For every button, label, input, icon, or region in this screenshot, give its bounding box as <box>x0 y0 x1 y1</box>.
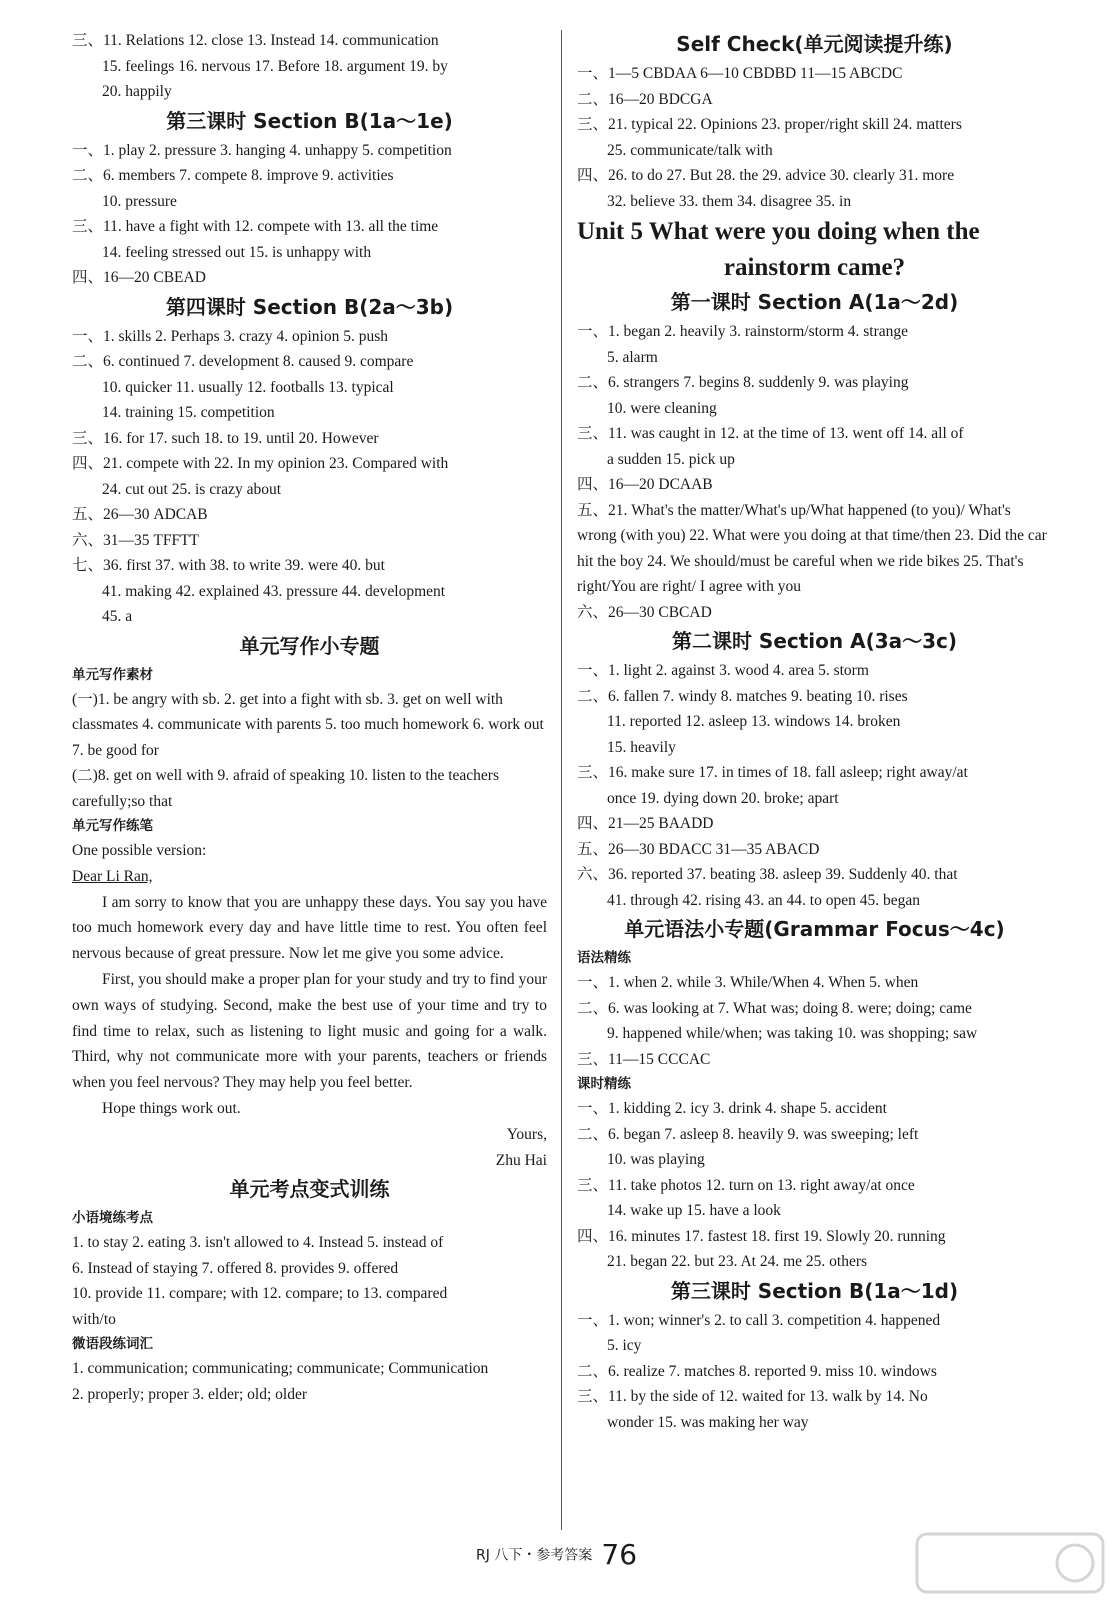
page-number: 76 <box>601 1538 638 1571</box>
unit-title: rainstorm came? <box>723 254 906 281</box>
answer-line: 一、1. light 2. against 3. wood 4. area 5. storm <box>577 662 869 679</box>
answer-line: 五、26—30 ADCAB <box>72 506 208 523</box>
letter-paragraph: Hope things work out. <box>102 1099 241 1117</box>
letter-salutation: Dear Li Ran, <box>72 867 153 885</box>
answer-line: 四、21—25 BAADD <box>577 815 714 832</box>
answer-line: 四、26. to do 27. But 28. the 29. advice 30. clearly 31. more <box>577 167 955 184</box>
answer-line: 10. was playing <box>607 1151 705 1168</box>
letter-line <box>72 864 547 890</box>
subheading: 语法精练 <box>577 950 631 966</box>
column-divider <box>561 30 562 1530</box>
section-heading: 第一课时 Section A(1a～2d) <box>670 290 959 314</box>
answer-line: 六、36. reported 37. beating 38. asleep 39. Suddenly 40. that <box>577 866 958 883</box>
answer-line: 五、26—30 BDACC 31—35 ABACD <box>577 840 820 858</box>
section-heading: Self Check(单元阅读提升练) <box>676 32 953 56</box>
answer-line: 二、6. began 7. asleep 8. heavily 9. was sweeping; left <box>577 1125 919 1143</box>
answer-line: 三、16. make sure 17. in times of 18. fall asleep; right away/at <box>577 764 968 781</box>
answer-line: 32. believe 33. them 34. disagree 35. in <box>607 192 852 210</box>
answer-line: 14. feeling stressed out 15. is unhappy with <box>102 243 372 261</box>
answer-line: 10. pressure <box>102 192 177 210</box>
answer-line: 三、11. Relations 12. close 13. Instead 14. communication <box>72 32 439 49</box>
answer-line: 七、36. first 37. with 38. to write 39. were 40. but <box>72 557 385 574</box>
section-heading: 单元考点变式训练 <box>229 1177 390 1202</box>
answer-line: 一、1. skills 2. Perhaps 3. crazy 4. opinion 5. push <box>72 327 389 345</box>
footer-label: RJ 八下・参考答案 <box>475 1547 593 1564</box>
answer-line: 二、16—20 BDCGA <box>577 90 713 108</box>
answer-line: wonder 15. was making her way <box>607 1413 809 1431</box>
subheading: 单元写作练笔 <box>72 818 153 834</box>
answer-line: 20. happily <box>102 83 172 100</box>
subheading: 小语境练考点 <box>72 1210 153 1227</box>
answer-line: 5. alarm <box>607 348 658 366</box>
subheading: 单元写作素材 <box>72 666 153 683</box>
answer-line: 一、1. won; winner's 2. to call 3. competition 4. happened <box>577 1311 941 1329</box>
answer-line: 15. heavily <box>607 738 676 756</box>
letter-line: One possible version: <box>72 842 207 859</box>
answer-line: 6. Instead of staying 7. offered 8. provides 9. offered <box>72 1259 399 1277</box>
answer-line: 三、11. have a fight with 12. compete with 13. all the time <box>72 218 439 235</box>
answer-line: (二)8. get on well with 9. afraid of speaking 10. listen to the teachers carefully;so that <box>72 767 499 810</box>
subheading: 课时精练 <box>577 1076 631 1092</box>
letter-paragraph: I am sorry to know that you are unhappy these days. You say you have too much homework every day and have little time to rest. You often feel nervous because of great pressure. Now let me give you some advice. <box>72 893 547 963</box>
answer-line: 14. training 15. competition <box>102 404 275 421</box>
answer-line: 41. making 42. explained 43. pressure 44. development <box>102 582 446 600</box>
answer-line: 四、16. minutes 17. fastest 18. first 19. Slowly 20. running <box>577 1227 946 1245</box>
answer-line: 二、6. strangers 7. begins 8. suddenly 9. was playing <box>577 374 909 391</box>
section-heading: 第二课时 Section A(3a～3c) <box>671 629 958 653</box>
answer-line: 1. to stay 2. eating 3. isn't allowed to 4. Instead 5. instead of <box>72 1234 444 1252</box>
watermark-logo <box>915 1532 1105 1594</box>
answer-line: a sudden 15. pick up <box>607 450 735 468</box>
answer-line: 一、1. began 2. heavily 3. rainstorm/storm 4. strange <box>577 323 909 340</box>
answer-line: 41. through 42. rising 43. an 44. to open 45. began <box>607 891 920 909</box>
answer-line: 一、1. kidding 2. icy 3. drink 4. shape 5. accident <box>577 1100 887 1117</box>
answer-line: 15. feelings 16. nervous 17. Before 18. argument 19. by <box>102 57 448 75</box>
answer-line: 三、11. was caught in 12. at the time of 13. went off 14. all of <box>577 425 964 442</box>
answer-line: 二、6. was looking at 7. What was; doing 8. were; doing; came <box>577 999 972 1017</box>
answer-line: 三、11—15 CCCAC <box>577 1050 711 1068</box>
answer-line: 14. wake up 15. have a look <box>607 1202 781 1219</box>
answer-line: 六、26—30 CBCAD <box>577 603 712 621</box>
answer-line: 二、6. members 7. compete 8. improve 9. activities <box>72 167 394 184</box>
letter-signoff: Zhu Hai <box>495 1151 547 1169</box>
answer-line: 四、21. compete with 22. In my opinion 23. Compared with <box>72 455 449 472</box>
answer-line: 45. a <box>102 608 133 625</box>
answer-line: 一、1. when 2. while 3. While/When 4. When 5. when <box>577 974 919 991</box>
section-heading: 单元写作小专题 <box>239 633 380 658</box>
answer-line: 25. communicate/talk with <box>607 141 773 159</box>
left-column <box>72 28 547 1407</box>
answer-line: 10. quicker 11. usually 12. footballs 13. typical <box>102 378 394 396</box>
answer-line: 5. icy <box>607 1337 642 1354</box>
answer-line: 2. properly; proper 3. elder; old; older <box>72 1385 308 1403</box>
section-heading: 第三课时 Section B(1a～1d) <box>670 1278 959 1303</box>
subheading: 微语段练词汇 <box>72 1336 153 1353</box>
answer-line: 二、6. fallen 7. windy 8. matches 9. beating 10. rises <box>577 687 908 705</box>
answer-line: 三、16. for 17. such 18. to 19. until 20. However <box>72 429 379 447</box>
letter-paragraph: First, you should make a proper plan for your study and try to find your own ways of studying. Second, make the best use of your time and try to find time to relax, such as listening to light music and going for a walk. Third, why not communicate more with your parents, teachers or friends when you feel nervous? They may help you feel better. <box>72 970 547 1092</box>
answer-line: 三、21. typical 22. Opinions 23. proper/right skill 24. matters <box>577 116 962 133</box>
section-heading: 第三课时 Section B(1a～1e) <box>166 108 453 133</box>
right-column <box>577 28 1052 1435</box>
answer-line: 四、16—20 CBEAD <box>72 269 206 286</box>
answer-line: 10. were cleaning <box>607 399 717 417</box>
answer-line: 三、11. take photos 12. turn on 13. right away/at once <box>577 1176 915 1194</box>
section-heading: 第四课时 Section B(2a～3b) <box>165 294 454 319</box>
answer-line: 二、6. continued 7. development 8. caused 9. compare <box>72 353 414 370</box>
answer-line: with/to <box>72 1310 116 1328</box>
unit-title: Unit 5 What were you doing when the <box>577 218 980 245</box>
answer-line: 11. reported 12. asleep 13. windows 14. broken <box>607 713 901 730</box>
answer-line: 10. provide 11. compare; with 12. compare; to 13. compared <box>72 1285 448 1303</box>
letter-signoff: Yours, <box>506 1125 547 1143</box>
answer-line: 21. began 22. but 23. At 24. me 25. others <box>607 1253 868 1270</box>
answer-line: (一)1. be angry with sb. 2. get into a fight with sb. 3. get on well with classmates 4. communicate with parents 5. too much homework 6. work out 7. be good for <box>72 690 544 759</box>
answer-line: once 19. dying down 20. broke; apart <box>607 789 839 807</box>
answer-line: 24. cut out 25. is crazy about <box>102 480 282 498</box>
answer-line: 1. communication; communicating; communicate; Communication <box>72 1360 489 1378</box>
answer-line: 五、21. What's the matter/What's up/What happened (to you)/ What's wrong (with you) 22. What were you doing at that time/then 23. Did the car hit the boy 24. We should/must be careful when we ride bikes 25. That's right/You are right/ I agree with you <box>577 501 1047 595</box>
answer-line: 一、1—5 CBDAA 6—10 CBDBD 11—15 ABCDC <box>577 65 903 82</box>
answer-line: 一、1. play 2. pressure 3. hanging 4. unhappy 5. competition <box>72 141 452 159</box>
section-heading: 单元语法小专题(Grammar Focus～4c) <box>624 917 1005 941</box>
answer-line: 二、6. realize 7. matches 8. reported 9. miss 10. windows <box>577 1362 937 1380</box>
answer-line: 9. happened while/when; was taking 10. was shopping; saw <box>607 1025 978 1042</box>
answer-line: 六、31—35 TFFTT <box>72 531 200 549</box>
answer-line: 三、11. by the side of 12. waited for 13. walk by 14. No <box>577 1388 928 1405</box>
answer-line: 四、16—20 DCAAB <box>577 476 713 493</box>
